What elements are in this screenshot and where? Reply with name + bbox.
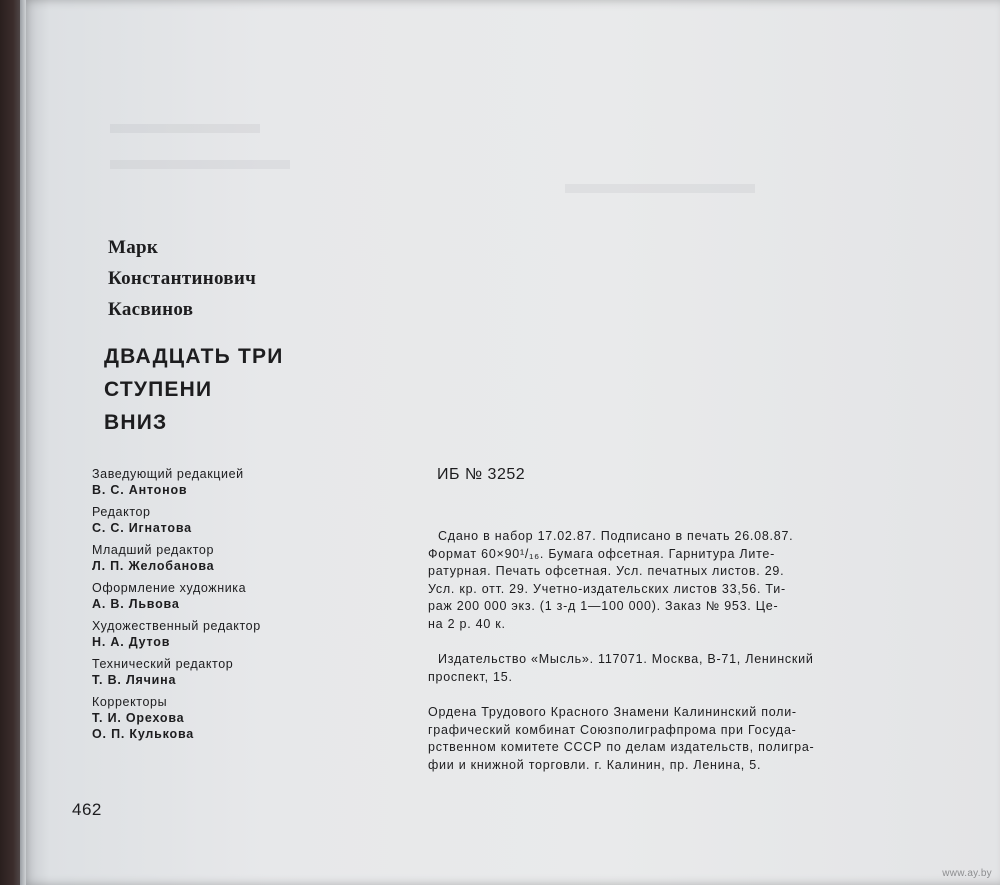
page-number: 462 [72,800,102,819]
imprint-line: раж 200 000 экз. (1 з-д 1—100 000). Заказ № 953. Це- [428,599,779,613]
credit-role: Корректоры [92,695,168,709]
print-details [428,528,908,633]
imprint-line: рственном комитете СССР по делам издательств, полигра- [428,740,815,754]
credit-name: В. С. Антонов [92,483,188,497]
credit-name: Т. В. Лячина [92,673,177,687]
credit-role: Заведующий редакцией [92,467,244,481]
author-last-name: Касвинов [108,299,194,320]
imprint-line: Формат 60×90¹/₁₆. Бумага офсетная. Гарнитура Лите- [428,546,776,561]
imprint-line: графический комбинат Союзполиграфпрома при Госуда- [428,722,797,737]
book-title-line: ВНИЗ [104,411,168,434]
credits-list [92,466,422,748]
imprint-line: ратурная. Печать офсетная. Усл. печатных листов. 29. [428,564,785,578]
imprint-line: проспект, 15. [428,669,513,684]
imprint-line: Усл. кр. отт. 29. Учетно-издательских листов 33,56. Ти- [428,581,786,596]
imprint-line: фии и книжной торговли. г. Калинин, пр. Ленина, 5. [428,757,762,772]
book-title [104,340,284,439]
credit-entry [92,580,422,612]
imprint-line: Издательство «Мысль». 117071. Москва, В-71, Ленинский [438,652,814,666]
credit-role: Технический редактор [92,657,234,671]
site-watermark: www.ay.by [942,868,992,879]
credit-name: О. П. Кулькова [92,727,195,741]
credit-name: Н. А. Дутов [92,635,171,649]
author-patronymic: Константинович [108,268,257,289]
publisher-details [428,651,908,686]
imprint-line: на 2 р. 40 к. [428,616,506,631]
credit-entry [92,656,422,688]
credit-name: Л. П. Желобанова [92,559,215,573]
credit-role: Младший редактор [92,543,214,557]
credit-entry [92,504,422,536]
credit-entry [92,466,422,498]
book-title-line: СТУПЕНИ [104,378,213,401]
credit-entry [92,618,422,650]
book-title-line: ДВАДЦАТЬ ТРИ [104,345,284,368]
credit-name: С. С. Игнатова [92,521,192,535]
credit-name: Т. И. Орехова [92,711,185,725]
credit-entry [92,694,422,742]
ib-number: ИБ № 3252 [437,466,526,483]
imprint-block [428,528,908,792]
credit-role: Оформление художника [92,581,247,595]
printer-details [428,704,908,774]
author-name [108,232,256,325]
credit-role: Редактор [92,505,151,519]
credit-name: А. В. Львова [92,597,180,611]
credit-role: Художественный редактор [92,619,261,633]
imprint-line: Ордена Трудового Красного Знамени Калининский поли- [428,705,797,719]
credit-entry [92,542,422,574]
author-first-name: Марк [108,237,159,258]
page-edge [20,0,26,885]
imprint-line: Сдано в набор 17.02.87. Подписано в печать 26.08.87. [438,529,794,543]
